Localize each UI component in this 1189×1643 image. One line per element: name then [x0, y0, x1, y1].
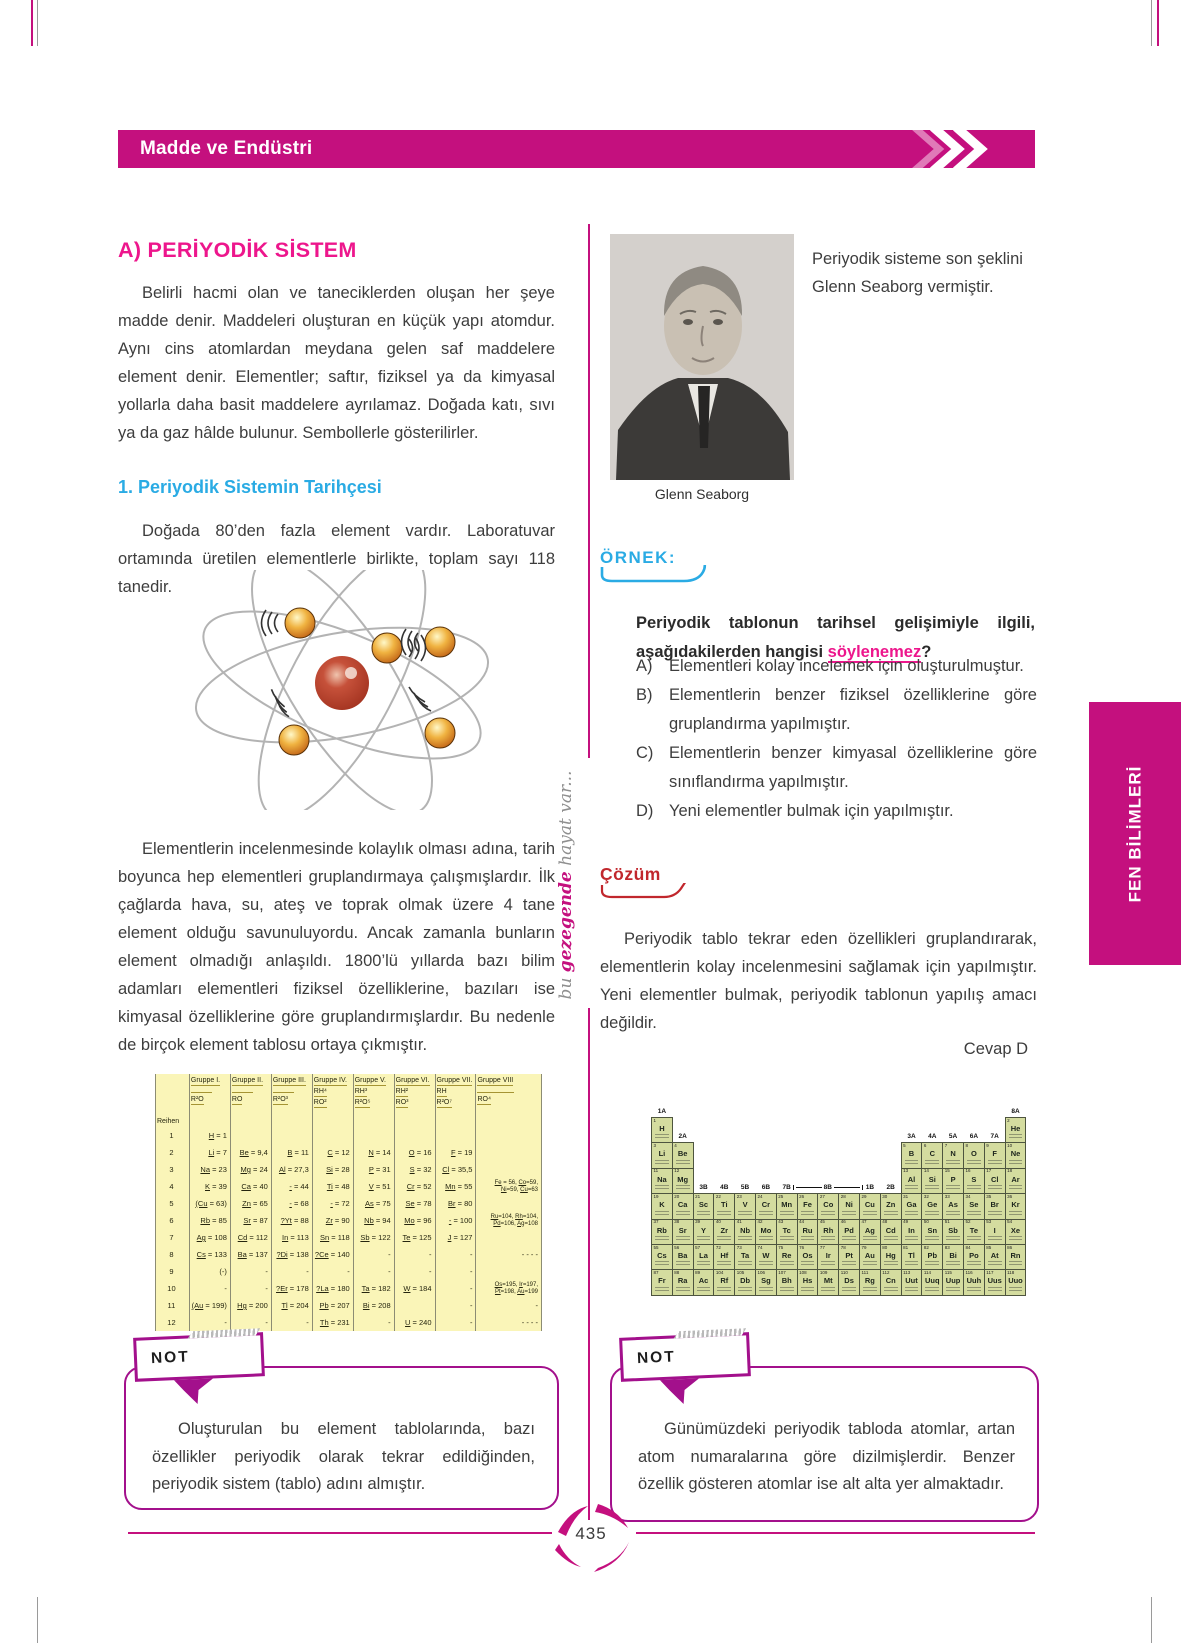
graffiti-part: bu [556, 972, 576, 1000]
option-list [600, 652, 1037, 826]
table-cell: Ba = 137 [230, 1246, 271, 1263]
question-highlight: söylenemez [827, 642, 922, 661]
side-tab-fen-bilimleri [1089, 702, 1181, 965]
table-cell: - [435, 1297, 476, 1314]
element-cell-H: 1 H [651, 1117, 673, 1143]
element-cell-Ga: 31 Ga [901, 1193, 923, 1219]
element-cell-Ti: 22 Ti [713, 1193, 735, 1219]
section-title: A) PERİYODİK SİSTEM [118, 238, 357, 263]
element-cell-Tc: 43 Tc [776, 1219, 798, 1245]
table-cell: Cd = 112 [230, 1229, 271, 1246]
element-cell-Rf: 104 Rf [713, 1269, 735, 1295]
element-cell-C: 6 C [921, 1142, 943, 1168]
element-cell-O: 8 O [963, 1142, 985, 1168]
element-cell-Rh: 45 Rh [817, 1219, 839, 1245]
table-cell [230, 1127, 271, 1144]
table-cell [394, 1127, 435, 1144]
table-cell: Ru=104, Rh=104, Pd=106, Ag=108 [476, 1212, 542, 1229]
table-cell: Li = 7 [189, 1144, 230, 1161]
table-cell: Pb = 207 [312, 1297, 353, 1314]
row-number: 4 [156, 1178, 190, 1195]
table-cell [476, 1263, 542, 1280]
option-text: Elementlerin benzer fiziksel özelliklerine göre gruplandırma yapılmıştır. [669, 686, 1037, 733]
table-cell: - [435, 1246, 476, 1263]
table-cell [476, 1195, 542, 1212]
note-flag: NOT [619, 1332, 751, 1382]
table-cell: Ca = 40 [230, 1178, 271, 1195]
table-cell: Be = 9,4 [230, 1144, 271, 1161]
element-cell-Pd: 46 Pd [838, 1219, 860, 1245]
table-cell: - = 72 [312, 1195, 353, 1212]
table-cell: Bi = 208 [353, 1297, 394, 1314]
chapter-title: Madde ve Endüstri [140, 138, 313, 159]
element-cell-Pt: 78 Pt [838, 1244, 860, 1270]
table-cell: Mn = 55 [435, 1178, 476, 1195]
element-cell-Cu: 29 Cu [859, 1193, 881, 1219]
margin-handwriting [556, 759, 592, 1011]
option-b [600, 681, 1037, 739]
table-cell: - [271, 1263, 312, 1280]
table-cell: C = 12 [312, 1144, 353, 1161]
group-label-6B: 6B [761, 1184, 771, 1192]
element-cell-Sg: 106 Sg [755, 1269, 777, 1295]
element-cell-Hg: 80 Hg [880, 1244, 902, 1270]
example-underline-icon [600, 565, 712, 591]
group-label-1B: 1B [865, 1184, 875, 1192]
row-number: 10 [156, 1280, 190, 1297]
table-cell: In = 113 [271, 1229, 312, 1246]
element-cell-V: 23 V [734, 1193, 756, 1219]
row-number: 12 [156, 1314, 190, 1331]
table-cell: - - - - [476, 1246, 542, 1263]
crop-mark [31, 0, 33, 46]
crop-mark [37, 0, 38, 46]
element-cell-Ta: 73 Ta [734, 1244, 756, 1270]
element-cell-Bh: 107 Bh [776, 1269, 798, 1295]
element-cell-Zn: 30 Zn [880, 1193, 902, 1219]
element-cell-Mn: 25 Mn [776, 1193, 798, 1219]
column-header: Gruppe IV. RH⁴ RO² [312, 1074, 353, 1127]
group-label-2B: 2B [886, 1184, 895, 1192]
element-cell-Tl: 81 Tl [901, 1244, 923, 1270]
element-cell-N: 7 N [942, 1142, 964, 1168]
column-header: Gruppe V. RH³ R²O⁵ [353, 1074, 394, 1127]
element-cell-Db: 105 Db [734, 1269, 756, 1295]
element-cell-Rb: 37 Rb [651, 1219, 673, 1245]
element-cell-Te: 52 Te [963, 1219, 985, 1245]
row-number: 7 [156, 1229, 190, 1246]
note-text: Oluşturulan bu element tablolarında, bazı özellikler periyodik olarak tekrar edildiğinden, periyodik sistem (tablo) adını almıştır. [152, 1420, 535, 1493]
element-cell-Sb: 51 Sb [942, 1219, 964, 1245]
subsection-title: 1. Periyodik Sistemin Tarihçesi [118, 476, 382, 497]
option-letter: B) [636, 686, 653, 704]
table-cell: ?Er = 178 [271, 1280, 312, 1297]
table-cell: - [230, 1314, 271, 1331]
column-header: Gruppe III. R²O³ [271, 1074, 312, 1127]
footer-rule [636, 1532, 1035, 1534]
element-cell-Ds: 110 Ds [838, 1269, 860, 1295]
table-cell [394, 1297, 435, 1314]
column-divider [588, 224, 590, 758]
row-number: 6 [156, 1212, 190, 1229]
table-cell: - [435, 1263, 476, 1280]
element-cell-Fe: 26 Fe [797, 1193, 819, 1219]
element-cell-Mg: 12 Mg [672, 1168, 694, 1194]
table-cell: P = 31 [353, 1161, 394, 1178]
atom-illustration [182, 570, 497, 810]
answer-text: Cevap D [963, 1040, 1028, 1058]
nucleus [315, 656, 369, 710]
element-cell-Y: 39 Y [693, 1219, 715, 1245]
element-cell-P: 15 P [942, 1168, 964, 1194]
option-text: Elementleri kolay incelemek için oluşturulmuştur. [669, 657, 1024, 675]
element-cell-Cs: 55 Cs [651, 1244, 673, 1270]
row-number: 5 [156, 1195, 190, 1212]
solution-label [600, 864, 710, 905]
crop-mark [37, 1597, 38, 1643]
question-suffix: ? [921, 642, 932, 661]
element-cell-Sc: 21 Sc [693, 1193, 715, 1219]
table-cell: ?Ce = 140 [312, 1246, 353, 1263]
group-label-7A: 7A [990, 1133, 999, 1141]
table-cell: Os=195, Ir=197, Pt=198, Au=199 [476, 1280, 542, 1297]
photo-side-text: Periyodik sisteme son şeklini Glenn Seaborg vermiştir. [812, 249, 1023, 296]
table-cell: Si = 28 [312, 1161, 353, 1178]
option-a [600, 652, 1037, 681]
history-paragraph: Doğada 80’den fazla element vardır. Laboratuvar ortamında üretilen elementlerle birlikte, toplam sayı 118 tanedir. [118, 521, 555, 596]
element-cell-Rg: 111 Rg [859, 1269, 881, 1295]
table-cell: - [312, 1263, 353, 1280]
table-cell: Sn = 118 [312, 1229, 353, 1246]
column-header: Gruppe VI. RH² RO³ [394, 1074, 435, 1127]
table-cell: F = 19 [435, 1144, 476, 1161]
table-cell: - [476, 1297, 542, 1314]
element-cell-Ra: 88 Ra [672, 1269, 694, 1295]
element-cell-Xe: 54 Xe [1005, 1219, 1027, 1245]
element-cell-Re: 75 Re [776, 1244, 798, 1270]
table-cell: - = 68 [271, 1195, 312, 1212]
page-number: 435 [575, 1524, 607, 1543]
element-cell-Ru: 44 Ru [797, 1219, 819, 1245]
option-d [600, 797, 1037, 826]
element-cell-Kr: 36 Kr [1005, 1193, 1027, 1219]
table-cell: B = 11 [271, 1144, 312, 1161]
column-divider [588, 1008, 590, 1520]
element-cell-Bi: 83 Bi [942, 1244, 964, 1270]
table-cell: V = 51 [353, 1178, 394, 1195]
table-cell: - = 100 [435, 1212, 476, 1229]
table-cell: Fe = 56, Co=59, Ni=59, Cu=63 [476, 1178, 542, 1195]
element-cell-Ge: 32 Ge [921, 1193, 943, 1219]
table-cell: H = 1 [189, 1127, 230, 1144]
element-cell-Mt: 109 Mt [817, 1269, 839, 1295]
note-box-left [124, 1348, 559, 1510]
group-label-4A: 4A [928, 1133, 937, 1141]
column-header: Gruppe I. R²O [189, 1074, 230, 1127]
table-cell: (Cu = 63) [189, 1195, 230, 1212]
solution-label-text: Çözüm [600, 864, 661, 884]
group-label-3B: 3B [699, 1184, 708, 1192]
grouping-paragraph: Elementlerin incelenmesinde kolaylık olması adına, tarih boyunca hep elementleri gruplandırmaya çalışmışlardır. İlk çağlarda hava, su, ateş ve toprak olmak üzere 4 tane element olduğu savunuluyordu. Ancak zamanla bunların element olmadığı anlaşıldı. 1800’lü yıllarda bazı bilim adamları elementleri fiziksel özelliklerine, bazıları ise kimyasal özelliklerine göre gruplandırmışlardır. Bu nedenle de birçok element tablosu ortaya çıkmıştır. [118, 839, 555, 1054]
note-text: Günümüzdeki periyodik tabloda atomlar, artan atom numaralarına göre dizilmişlerdir. Benzer özellik gösteren atomlar ise alt alta yer almaktadır. [638, 1420, 1015, 1493]
intro-paragraph: Belirli hacmi olan ve taneciklerden oluşan her şeye madde denir. Maddeleri oluşturan en küçük yapı atomdur. Aynı cins atomlardan meydana gelen saf maddelere element denir. Elementler; saftır, fiziksel ya da kimyasal yollarla daha basit maddelere ayrılamaz. Doğada katı, sıvı ya da gaz hâlde bulunur. Sembollerle gösterilirler. [118, 283, 555, 442]
example-label [600, 548, 720, 591]
table-cell: ?Di = 138 [271, 1246, 312, 1263]
element-cell-Ne: 10 Ne [1005, 1142, 1027, 1168]
table-cell: - - - - [476, 1314, 542, 1331]
element-cell-Ag: 47 Ag [859, 1219, 881, 1245]
column-header: Reihen [156, 1074, 190, 1127]
element-cell-Ar: 18 Ar [1005, 1168, 1027, 1194]
element-cell-Uuq: 114 Uuq [921, 1269, 943, 1295]
option-text: Yeni elementler bulmak için yapılmıştır. [669, 802, 954, 820]
table-cell: O = 16 [394, 1144, 435, 1161]
element-cell-Hf: 72 Hf [713, 1244, 735, 1270]
graffiti-highlight: gezegende [556, 871, 576, 973]
solution-text: Periyodik tablo tekrar eden özellikleri gruplandırarak, elementlerin kolay incelenmesini sağlamak için yapılmıştır. Yeni elementler bulmak, periyodik tablonun yapılış amacı değildir. [600, 929, 1037, 1032]
group-label-4B: 4B [720, 1184, 729, 1192]
crop-mark [1157, 0, 1159, 46]
element-cell-Au: 79 Au [859, 1244, 881, 1270]
table-cell: Mg = 24 [230, 1161, 271, 1178]
column-header: Gruppe VIII RO⁴ [476, 1074, 542, 1127]
table-cell: Sr = 87 [230, 1212, 271, 1229]
element-cell-Fr: 87 Fr [651, 1269, 673, 1295]
element-cell-Br: 35 Br [984, 1193, 1006, 1219]
modern-periodic-table [651, 1106, 1027, 1301]
table-cell: - [435, 1314, 476, 1331]
table-cell: - [353, 1314, 394, 1331]
table-cell: Ti = 48 [312, 1178, 353, 1195]
table-cell: Te = 125 [394, 1229, 435, 1246]
table-cell: Tl = 204 [271, 1297, 312, 1314]
chapter-header-bar [118, 130, 1035, 168]
row-number: 3 [156, 1161, 190, 1178]
example-label-text: ÖRNEK: [600, 548, 677, 567]
table-cell: K = 39 [189, 1178, 230, 1195]
element-cell-Os: 76 Os [797, 1244, 819, 1270]
table-cell: Al = 27,3 [271, 1161, 312, 1178]
element-cell-He: 2 He [1005, 1117, 1027, 1143]
element-cell-Cn: 112 Cn [880, 1269, 902, 1295]
glenn-seaborg-photo [610, 234, 794, 480]
table-cell: (Au = 199) [189, 1297, 230, 1314]
group-label-2A: 2A [678, 1133, 687, 1141]
old-periodic-table [155, 1074, 544, 1331]
table-cell: Mo = 96 [394, 1212, 435, 1229]
element-cell-Si: 14 Si [921, 1168, 943, 1194]
table-cell: Cr = 52 [394, 1178, 435, 1195]
table-cell: ?La = 180 [312, 1280, 353, 1297]
element-cell-W: 74 W [755, 1244, 777, 1270]
row-number: 11 [156, 1297, 190, 1314]
table-cell [353, 1127, 394, 1144]
element-cell-Hs: 108 Hs [797, 1269, 819, 1295]
table-cell: - [394, 1263, 435, 1280]
element-cell-Ir: 77 Ir [817, 1244, 839, 1270]
option-c [600, 739, 1037, 797]
chevron-right-icon [859, 130, 1009, 168]
element-cell-Na: 11 Na [651, 1168, 673, 1194]
table-cell: U = 240 [394, 1314, 435, 1331]
element-cell-Cr: 24 Cr [755, 1193, 777, 1219]
table-cell: J = 127 [435, 1229, 476, 1246]
element-cell-Al: 13 Al [901, 1168, 923, 1194]
row-number: 8 [156, 1246, 190, 1263]
mendeleev-table [155, 1074, 542, 1331]
table-cell: Nb = 94 [353, 1212, 394, 1229]
element-cell-Pb: 82 Pb [921, 1244, 943, 1270]
note-flag: NOT [133, 1332, 265, 1382]
table-cell: Ag = 108 [189, 1229, 230, 1246]
footer-rule [128, 1532, 552, 1534]
group-label-8B: 8B [793, 1183, 863, 1192]
table-cell: - [271, 1314, 312, 1331]
table-cell: - [230, 1280, 271, 1297]
table-cell [476, 1161, 542, 1178]
row-number: 9 [156, 1263, 190, 1280]
group-label-7B: 7B [782, 1184, 791, 1192]
element-cell-Li: 3 Li [651, 1142, 673, 1168]
element-cell-Be: 4 Be [672, 1142, 694, 1168]
group-label-6A: 6A [969, 1133, 979, 1141]
table-cell: - [353, 1263, 394, 1280]
table-cell: Zr = 90 [312, 1212, 353, 1229]
table-cell: Na = 23 [189, 1161, 230, 1178]
side-tab-label: FEN BİLİMLERİ [1125, 765, 1144, 902]
element-cell-La: 57 La [693, 1244, 715, 1270]
element-cell-Cd: 48 Cd [880, 1219, 902, 1245]
row-number: 2 [156, 1144, 190, 1161]
option-letter: A) [636, 657, 653, 675]
table-cell: Se = 78 [394, 1195, 435, 1212]
table-cell [476, 1229, 542, 1246]
table-cell: As = 75 [353, 1195, 394, 1212]
table-cell: - [230, 1263, 271, 1280]
table-cell: - = 44 [271, 1178, 312, 1195]
question-prefix: Periyodik tablonun tarihsel gelişimiyle ilgili, aşağıdakilerden hangisi [636, 613, 1035, 661]
element-cell-As: 33 As [942, 1193, 964, 1219]
table-cell: Zn = 65 [230, 1195, 271, 1212]
element-cell-Ba: 56 Ba [672, 1244, 694, 1270]
table-cell: Cl = 35,5 [435, 1161, 476, 1178]
element-cell-Rn: 86 Rn [1005, 1244, 1027, 1270]
element-cell-Co: 27 Co [817, 1193, 839, 1219]
element-cell-Uus: 117 Uus [984, 1269, 1006, 1295]
table-cell [271, 1127, 312, 1144]
table-cell: Th = 231 [312, 1314, 353, 1331]
element-cell-Uup: 115 Uup [942, 1269, 964, 1295]
table-cell: Hg = 200 [230, 1297, 271, 1314]
column-header: Gruppe VII. RH R²O⁷ [435, 1074, 476, 1127]
table-cell [312, 1127, 353, 1144]
option-text: Elementlerin benzer kimyasal özelliklerine göre sınıflandırma yapılmıştır. [669, 744, 1037, 791]
element-cell-Se: 34 Se [963, 1193, 985, 1219]
table-cell: - [435, 1280, 476, 1297]
element-cell-In: 49 In [901, 1219, 923, 1245]
element-cell-B: 5 B [901, 1142, 923, 1168]
table-cell [476, 1127, 542, 1144]
photo-caption: Glenn Seaborg [654, 486, 750, 502]
table-cell: - [189, 1314, 230, 1331]
element-cell-Uuh: 116 Uuh [963, 1269, 985, 1295]
element-cell-Cl: 17 Cl [984, 1168, 1006, 1194]
option-letter: C) [636, 744, 654, 762]
group-label-8A: 8A [1011, 1108, 1020, 1115]
table-cell: Sb = 122 [353, 1229, 394, 1246]
element-cell-Uut: 113 Uut [901, 1269, 923, 1295]
element-cell-S: 16 S [963, 1168, 985, 1194]
element-cell-At: 85 At [984, 1244, 1006, 1270]
graffiti-part: hayat var... [556, 770, 576, 872]
table-cell [476, 1144, 542, 1161]
table-cell: Ta = 182 [353, 1280, 394, 1297]
element-cell-Mo: 42 Mo [755, 1219, 777, 1245]
table-cell [435, 1127, 476, 1144]
element-cell-Ni: 28 Ni [838, 1193, 860, 1219]
crop-mark [1151, 0, 1152, 46]
table-cell: - [353, 1246, 394, 1263]
table-cell: Rb = 85 [189, 1212, 230, 1229]
table-cell: N = 14 [353, 1144, 394, 1161]
element-cell-K: 19 K [651, 1193, 673, 1219]
element-cell-F: 9 F [984, 1142, 1006, 1168]
group-label-5B: 5B [740, 1184, 750, 1192]
element-cell-Po: 84 Po [963, 1244, 985, 1270]
table-cell: (-) [189, 1263, 230, 1280]
column-header: Gruppe II. RO [230, 1074, 271, 1127]
row-number: 1 [156, 1127, 190, 1144]
solution-underline-icon [600, 883, 710, 905]
table-cell: - [189, 1280, 230, 1297]
table-cell: ?Yt = 88 [271, 1212, 312, 1229]
element-cell-Sn: 50 Sn [921, 1219, 943, 1245]
element-cell-Ca: 20 Ca [672, 1193, 694, 1219]
element-cell-Ac: 89 Ac [693, 1269, 715, 1295]
table-cell: W = 184 [394, 1280, 435, 1297]
group-label-3A: 3A [907, 1133, 916, 1141]
group-label-5A: 5A [948, 1133, 958, 1141]
element-cell-Zr: 40 Zr [713, 1219, 735, 1245]
table-cell: - [394, 1246, 435, 1263]
element-cell-I: 53 I [984, 1219, 1006, 1245]
table-cell: S = 32 [394, 1161, 435, 1178]
crop-mark [1151, 1597, 1152, 1643]
table-cell: Br = 80 [435, 1195, 476, 1212]
note-box-right [610, 1348, 1039, 1522]
group-label-1A: 1A [657, 1108, 667, 1115]
element-cell-Sr: 38 Sr [672, 1219, 694, 1245]
table-cell: Cs = 133 [189, 1246, 230, 1263]
element-cell-Uuo: 118 Uuo [1005, 1269, 1027, 1295]
element-cell-Nb: 41 Nb [734, 1219, 756, 1245]
option-letter: D) [636, 802, 654, 820]
